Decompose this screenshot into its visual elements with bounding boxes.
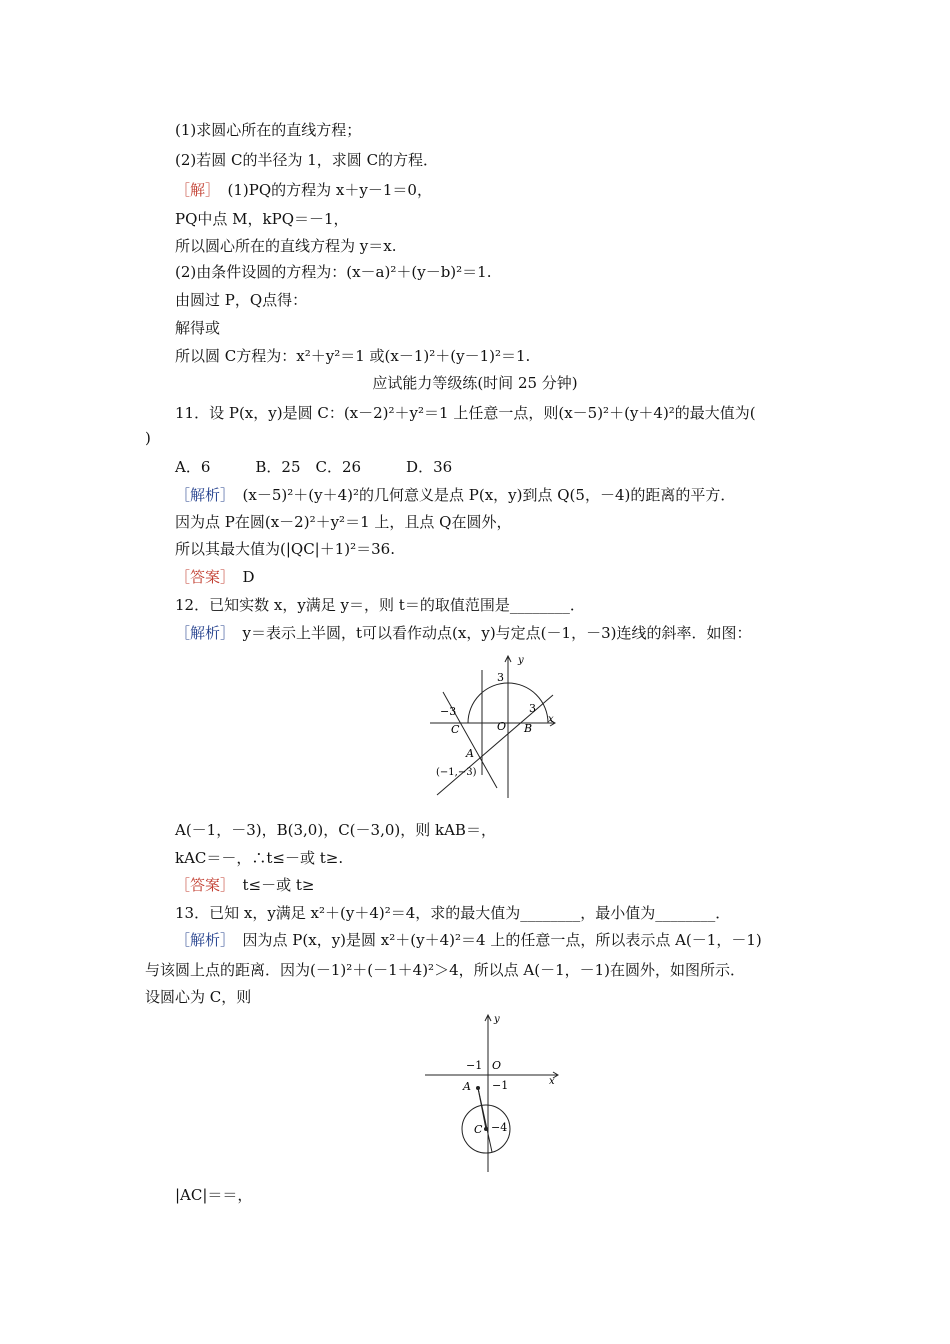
text-line: 设圆心为 C，则 [145,988,252,1006]
question-12: 12．已知实数 x，y满足 y＝，则 t＝的取值范围是________． [175,596,585,614]
text-line: ) [145,429,151,447]
text-line: 所以圆心所在的直线方程为 y＝x. [175,237,397,255]
text-line: (2)若圆 C的半径为 1，求圆 C的方程． [175,151,439,169]
text-line: 所以其最大值为(|QC|＋1)²＝36. [175,540,395,558]
label-C: C [451,723,460,736]
question-13: 13．已知 x，y满足 x²＋(y＋4)²＝4，求的最大值为________，最小值为________． [175,904,731,922]
text-line: PQ中点 M，kPQ＝－1， [175,210,349,228]
analysis-tag: ［解析］ [175,931,228,949]
text-line: ［解］ (1)PQ的方程为 x＋y－1＝0， [175,181,432,199]
text-line: 因为点 P在圆(x－2)²＋y²＝1 上，且点 Q在圆外， [175,513,512,531]
text-line: 所以圆 C方程为：x²＋y²＝1 或(x－1)²＋(y－1)²＝1. [175,347,531,365]
tick-neg3: −3 [440,705,457,718]
label-O: O [497,720,507,733]
text-line: A(－1，－3)，B(3,0)，C(－3,0)，则 kAB＝， [175,821,496,839]
semicircle-figure [425,650,560,800]
text-line: 由圆过 P，Q点得： [175,291,308,309]
answer-tag: ［答案］ [175,568,228,586]
question-11: 11．设 P(x，y)是圆 C：(x－2)²＋y²＝1 上任意一点，则(x－5)²＋(y＋4)²的最大值为( [175,404,756,422]
point-C [484,1127,488,1131]
label-A: A [466,747,474,760]
text-line: kAC＝－，∴t≤－或 t≥. [175,849,344,867]
tick-neg1-y: −1 [492,1079,509,1092]
text-line: ［解析］ y＝表示上半圆，t可以看作动点(x，y)与定点(－1，－3)连线的斜率．如图： [175,624,752,642]
tick-neg4: −4 [491,1121,508,1134]
text-line: (1)求圆心所在的直线方程； [175,121,362,139]
label-C: C [474,1123,483,1136]
y-label: y [494,1014,500,1025]
analysis-tag: ［解析］ [175,486,228,504]
text-line: |AC|＝＝， [175,1186,253,1204]
tick-neg1-x: −1 [466,1059,483,1072]
tick-3-x: 3 [529,702,536,715]
text-line: ［答案］ D [175,568,255,586]
tick-3-y: 3 [497,671,504,684]
x-label: x [548,714,554,725]
text-line: ［答案］ t≤－或 t≥ [175,876,315,894]
choices: A．6 B．25 C．26 D．36 [175,458,453,476]
solution-tag: ［解］ [175,181,213,199]
label-A-coord: (−1,−3) [436,767,477,778]
text-line: ［解析］ (x－5)²＋(y＋4)²的几何意义是点 P(x，y)到点 Q(5，－4)的距离的平方． [175,486,736,504]
x-label: x [549,1076,555,1087]
text-line: 与该圆上点的距离．因为(－1)²＋(－1＋4)²＞4，所以点 A(－1，－1)在圆外，如图所示． [145,961,746,979]
label-B: B [524,722,533,735]
label-O: O [492,1059,502,1072]
label-A: A [463,1080,471,1093]
point-A [476,1086,480,1090]
text-line: (2)由条件设圆的方程为：(x－a)²＋(y－b)²＝1. [175,263,492,281]
circle-figure [420,1012,565,1174]
line-through-A-C [478,1088,492,1152]
section-title: 应试能力等级练(时间 25 分钟) [372,374,578,392]
text-line: ［解析］ 因为点 P(x，y)是圆 x²＋(y＋4)²＝4 上的任意一点，所以表示点 A(－1，－1) [175,931,762,949]
analysis-tag: ［解析］ [175,624,228,642]
answer-tag: ［答案］ [175,876,228,894]
y-label: y [518,655,524,666]
text-line: 解得或 [175,319,221,337]
